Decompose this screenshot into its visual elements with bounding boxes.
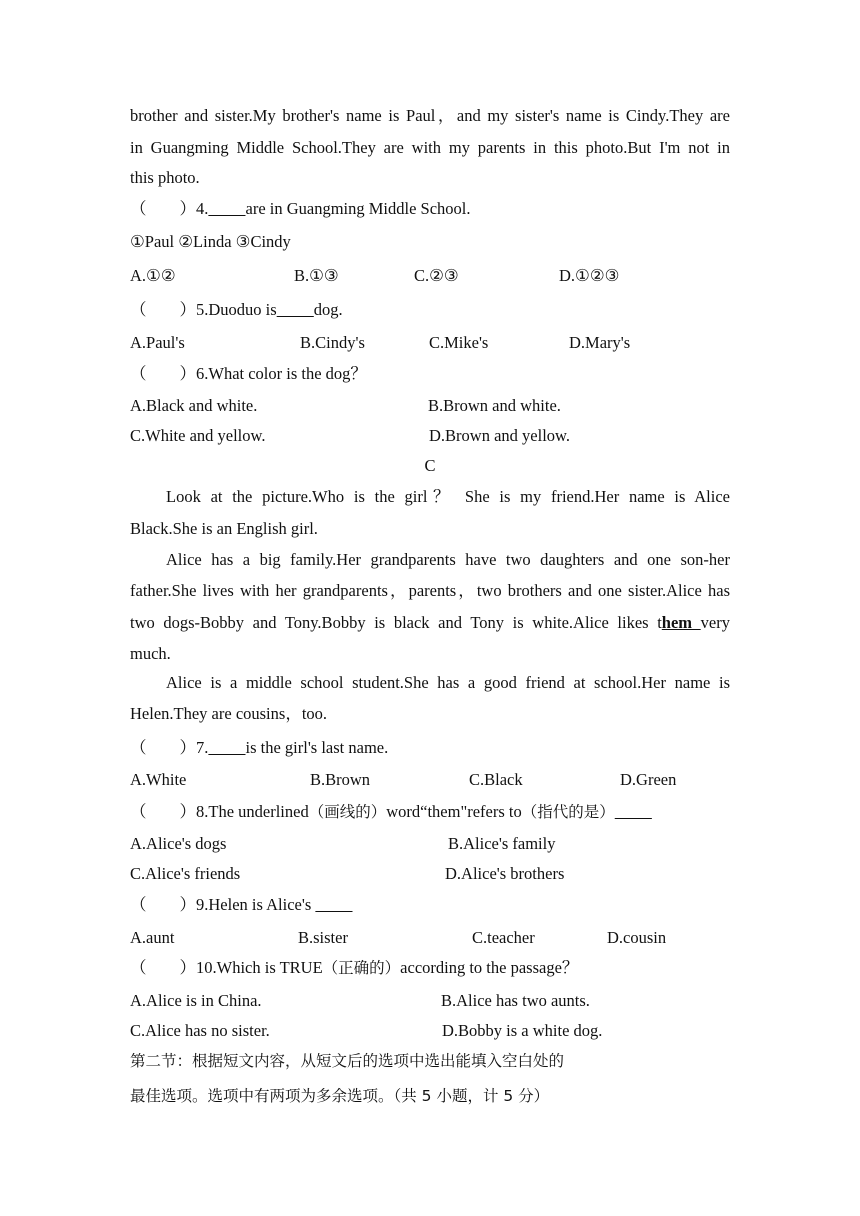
option-b: B.sister <box>298 928 348 947</box>
option-c: C.②③ <box>414 266 459 285</box>
question-text: 5.Duoduo is <box>196 300 277 319</box>
option-d: D.Alice's brothers <box>445 864 565 883</box>
passage-line: much. <box>130 644 171 663</box>
passage-line <box>130 613 730 633</box>
question-number: 7. <box>196 738 209 757</box>
option-a: A.Alice is in China. <box>130 991 262 1010</box>
answer-bracket: （ ） <box>130 199 196 218</box>
option-a: A.aunt <box>130 928 175 947</box>
option-c: C.teacher <box>472 928 535 947</box>
question-text: word“them"refers to <box>386 802 522 821</box>
option-c: C.Alice's friends <box>130 864 241 883</box>
question-4 <box>130 199 730 219</box>
passage-line: in Guangming Middle School.They are with my parents in this photo.But I'm not in <box>130 138 730 157</box>
passage-line: Look at the picture.Who is the girl？ She is my friend.Her name is Alice <box>166 487 730 506</box>
question-text: is the girl's last name. <box>245 738 389 757</box>
question-6 <box>130 364 730 384</box>
option-d: D.①②③ <box>559 266 620 285</box>
option-c: C.Black <box>469 770 523 789</box>
question-text: 9.Helen is Alice's <box>196 895 312 914</box>
option-b: B.Alice has two aunts. <box>441 991 590 1010</box>
option-d: D.Mary's <box>569 333 631 352</box>
option-b: B.Cindy's <box>300 333 365 352</box>
answer-bracket: （ ） <box>130 364 196 383</box>
passage-line: Helen.They are cousins，too. <box>130 704 328 723</box>
answer-blank <box>208 738 245 757</box>
question-text: 10.Which is TRUE <box>196 958 323 977</box>
answer-blank <box>615 802 652 821</box>
passage-line: brother and sister.My brother's name is Paul，and my sister's name is Cindy.They are <box>130 106 730 125</box>
answer-bracket: （ ） <box>130 802 196 821</box>
option-d: D.Bobby is a white dog. <box>442 1021 603 1040</box>
answer-bracket: （ ） <box>130 958 196 977</box>
passage-line: father.She lives with her grandparents，parents，two brothers and one sister.Alice has <box>130 581 730 600</box>
passage-text: very <box>700 613 730 632</box>
option-c: C.White and yellow. <box>130 426 266 445</box>
answer-bracket: （ ） <box>130 895 196 914</box>
option-a: A.①② <box>130 266 176 285</box>
question-text: 8.The underlined <box>196 802 309 821</box>
question-gloss: （正确的） <box>322 959 401 977</box>
question-text: are in Guangming Middle School. <box>245 199 471 218</box>
question-10 <box>130 958 730 978</box>
option-a: A.Black and white. <box>130 396 258 415</box>
option-d: D.Brown and yellow. <box>429 426 570 445</box>
passage-line: Alice has a big family.Her grandparents have two daughters and one son-her <box>166 550 730 569</box>
option-b: B.Alice's family <box>448 834 556 853</box>
question-text: 6.What color is the dog？ <box>196 364 367 383</box>
answer-blank <box>208 199 245 218</box>
option-c: C.Mike's <box>429 333 489 352</box>
option-b: B.①③ <box>294 266 339 285</box>
question-5 <box>130 300 730 320</box>
answer-blank <box>315 895 352 914</box>
question-9 <box>130 895 730 915</box>
option-b: B.Brown <box>310 770 371 789</box>
answer-blank <box>277 300 314 319</box>
question-gloss: （画线的） <box>308 803 387 821</box>
answer-bracket: （ ） <box>130 300 196 319</box>
question-7 <box>130 738 730 758</box>
section-instruction: 第二节：根据短文内容，从短文后的选项中选出能填入空白处的 <box>130 1052 565 1070</box>
question-gloss: （指代的是） <box>521 803 615 821</box>
passage-line: Black.She is an English girl. <box>130 519 318 538</box>
option-d: D.cousin <box>607 928 667 947</box>
option-c: C.Alice has no sister. <box>130 1021 270 1040</box>
section-heading: C <box>424 456 436 475</box>
answer-bracket: （ ） <box>130 738 196 757</box>
underlined-word: hem <box>661 613 701 632</box>
passage-text: two dogs-Bobby and Tony.Bobby is black and Tony is white.Alice likes t <box>130 613 662 632</box>
question-text: according to the passage？ <box>400 958 579 977</box>
question-8 <box>130 802 730 822</box>
option-a: A.Alice's dogs <box>130 834 227 853</box>
passage-line: this photo. <box>130 168 200 187</box>
passage-line: Alice is a middle school student.She has a good friend at school.Her name is <box>166 673 730 692</box>
question-4-items: ①Paul ②Linda ③Cindy <box>130 232 291 251</box>
question-text-end: dog. <box>313 300 343 319</box>
option-d: D.Green <box>620 770 677 789</box>
option-a: A.White <box>130 770 187 789</box>
option-a: A.Paul's <box>130 333 185 352</box>
section-instruction: 最佳选项。选项中有两项为多余选项。（共 5 小题，计 5 分） <box>130 1087 550 1105</box>
question-number: 4. <box>196 199 209 218</box>
option-b: B.Brown and white. <box>428 396 561 415</box>
